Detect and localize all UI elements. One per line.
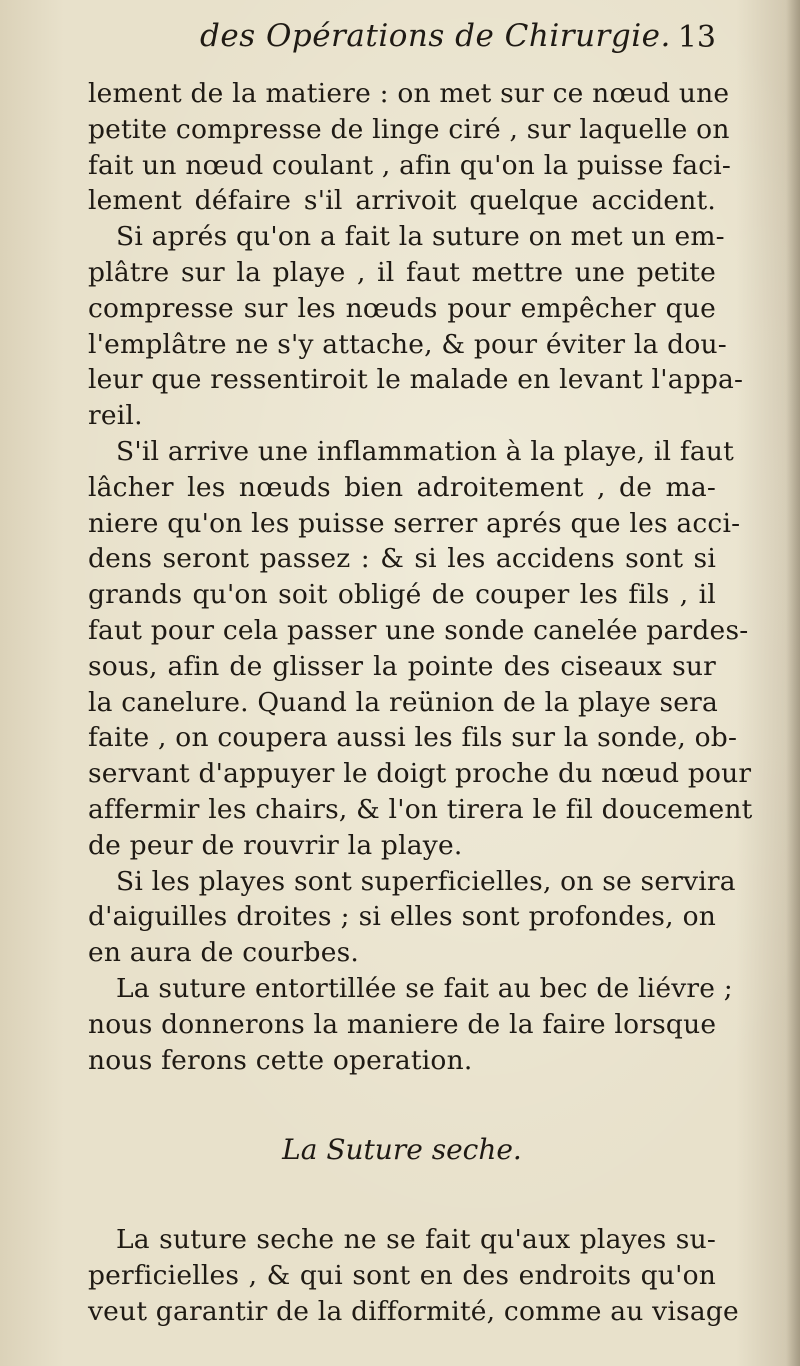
text-line: S'il arrive une inflammation à la playe, il faut: [116, 435, 734, 467]
text-line: perficielles , & qui sont en des endroits qu'on: [88, 1260, 716, 1292]
text-line: sous, afin de glisser la pointe des ciseaux sur: [88, 650, 716, 682]
text-line: de peur de rouvrir la playe.: [88, 829, 463, 861]
text-line: leur que ressentiroit le malade en levant l'appa-: [88, 364, 744, 396]
text-line: nous ferons cette operation.: [88, 1044, 473, 1076]
text-line: veut garantir de la difformité, comme au visage: [88, 1295, 739, 1327]
paragraph: [88, 971, 733, 1078]
text-line: lâcher les nœuds bien adroitement , de ma-: [88, 471, 716, 503]
text-line: compresse sur les nœuds pour empêcher que: [88, 292, 716, 324]
text-line: en aura de courbes.: [88, 937, 359, 969]
text-line: faut pour cela passer une sonde canelée pardes-: [88, 614, 749, 646]
text-line: La suture entortillée se fait au bec de liévre ;: [116, 972, 733, 1004]
page-header: [0, 18, 800, 64]
paragraph: [88, 864, 736, 971]
body-text: [88, 76, 753, 1330]
running-head: des Opérations de Chirurgie.: [200, 18, 671, 54]
text-line: dens seront passez : & si les accidens sont si: [88, 543, 716, 575]
text-line: servant d'appuyer le doigt proche du nœud pour: [88, 758, 752, 790]
text-line: d'aiguilles droites ; si elles sont profondes, on: [88, 901, 716, 933]
paragraph: [88, 434, 753, 864]
text-line: niere qu'on les puisse serrer aprés que les acci-: [88, 507, 741, 539]
section-title: La Suture seche.: [282, 1133, 522, 1167]
section-spacer: [88, 1170, 716, 1222]
paragraph: [88, 1222, 739, 1329]
text-line: reil.: [88, 400, 143, 432]
text-line: lement de la matiere : on met sur ce nœud une: [88, 78, 730, 109]
paragraph: [88, 219, 744, 434]
text-line: petite compresse de linge ciré , sur laquelle on: [88, 113, 730, 145]
text-line: affermir les chairs, & l'on tirera le fil doucement: [88, 793, 753, 825]
text-line: La suture seche ne se fait qu'aux playes su-: [116, 1224, 716, 1256]
text-line: nous donnerons la maniere de la faire lorsque: [88, 1008, 717, 1040]
section-spacer: [88, 1078, 716, 1130]
text-line: lement défaire s'il arrivoit quelque accident.: [88, 185, 716, 217]
text-line: grands qu'on soit obligé de couper les fils , il: [88, 579, 716, 611]
text-line: l'emplâtre ne s'y attache, & pour éviter la dou-: [88, 328, 727, 360]
paragraph: [88, 76, 732, 219]
text-line: Si les playes sont superficielles, on se servira: [116, 865, 736, 897]
page-edge-shadow: [786, 0, 800, 1366]
text-line: Si aprés qu'on a fait la suture on met un em-: [116, 221, 725, 253]
text-line: faite , on coupera aussi les fils sur la sonde, ob-: [88, 722, 738, 754]
text-line: plâtre sur la playe , il faut mettre une petite: [88, 256, 716, 288]
text-line: la canelure. Quand la reünion de la playe sera: [88, 686, 719, 718]
text-line: fait un nœud coulant , afin qu'on la puisse faci-: [88, 149, 732, 181]
page-number: 13: [677, 20, 716, 55]
